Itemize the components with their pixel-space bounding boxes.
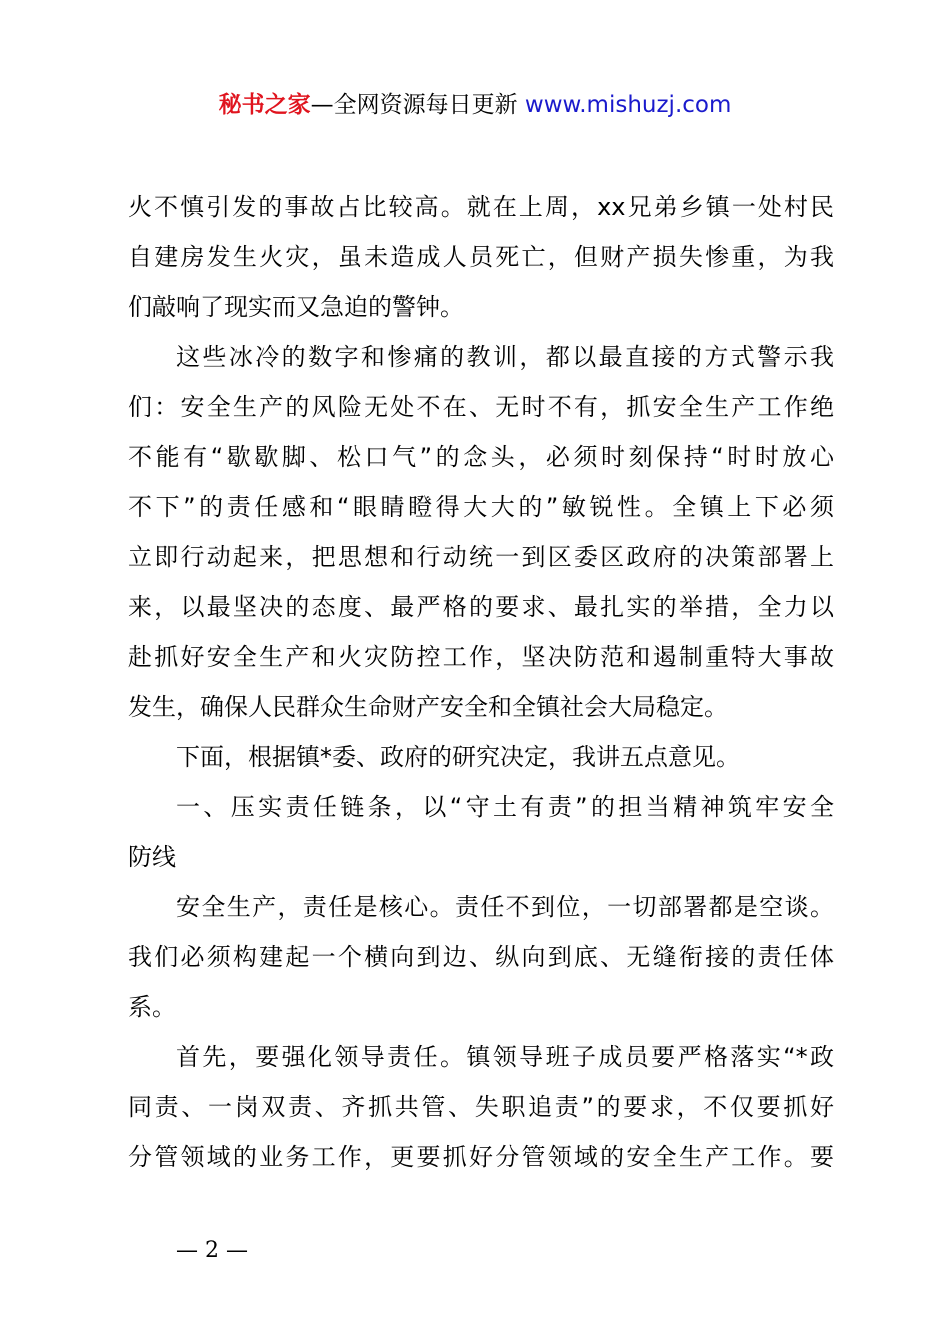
text-line: 们敲响了现实而又急迫的警钟。 xyxy=(128,293,464,321)
site-url: www.mishuzj.com xyxy=(524,92,732,118)
text-line: 同责、一岗双责、齐抓共管、失职追责”的要求，不仅要抓好 xyxy=(128,1093,834,1121)
brand-name: 秘书之家 xyxy=(218,92,311,118)
text-line: 发生，确保人民群众生命财产安全和全镇社会大局稳定。 xyxy=(128,693,728,721)
body-text xyxy=(128,182,834,1182)
text-line: 安全生产，责任是核心。责任不到位，一切部署都是空谈。 xyxy=(176,893,834,921)
text-line: 自建房发生火灾，虽未造成人员死亡，但财产损失惨重，为我 xyxy=(128,243,834,271)
page-number: — 2 — xyxy=(176,1238,248,1263)
section-heading-line: 一、压实责任链条，以“守土有责”的担当精神筑牢安全 xyxy=(176,793,834,821)
text-line: 不能有“歇歇脚、松口气”的念头，必须时刻保持“时时放心 xyxy=(128,443,834,471)
text-line: 火不慎引发的事故占比较高。就在上周，xx兄弟乡镇一处村民 xyxy=(128,193,834,221)
section-heading-line: 防线 xyxy=(128,843,176,871)
header-tagline: —全网资源每日更新 xyxy=(310,92,525,118)
text-line: 们：安全生产的风险无处不在、无时不有，抓安全生产工作绝 xyxy=(128,393,834,421)
text-line: 下面，根据镇*委、政府的研究决定，我讲五点意见。 xyxy=(176,743,740,771)
text-line: 首先，要强化领导责任。镇领导班子成员要严格落实“*政 xyxy=(176,1043,834,1071)
text-line: 我们必须构建起一个横向到边、纵向到底、无缝衔接的责任体 xyxy=(128,943,834,971)
text-line: 分管领域的业务工作，更要抓好分管领域的安全生产工作。要 xyxy=(128,1143,834,1171)
text-line: 这些冰冷的数字和惨痛的教训，都以最直接的方式警示我 xyxy=(176,343,834,371)
page-header xyxy=(0,88,950,122)
text-line: 系。 xyxy=(128,993,176,1021)
text-line: 来，以最坚决的态度、最严格的要求、最扎实的举措，全力以 xyxy=(128,593,834,621)
text-line: 立即行动起来，把思想和行动统一到区委区政府的决策部署上 xyxy=(128,543,834,571)
text-line: 不下”的责任感和“眼睛瞪得大大的”敏锐性。全镇上下必须 xyxy=(128,493,834,521)
text-line: 赴抓好安全生产和火灾防控工作，坚决防范和遏制重特大事故 xyxy=(128,643,834,671)
